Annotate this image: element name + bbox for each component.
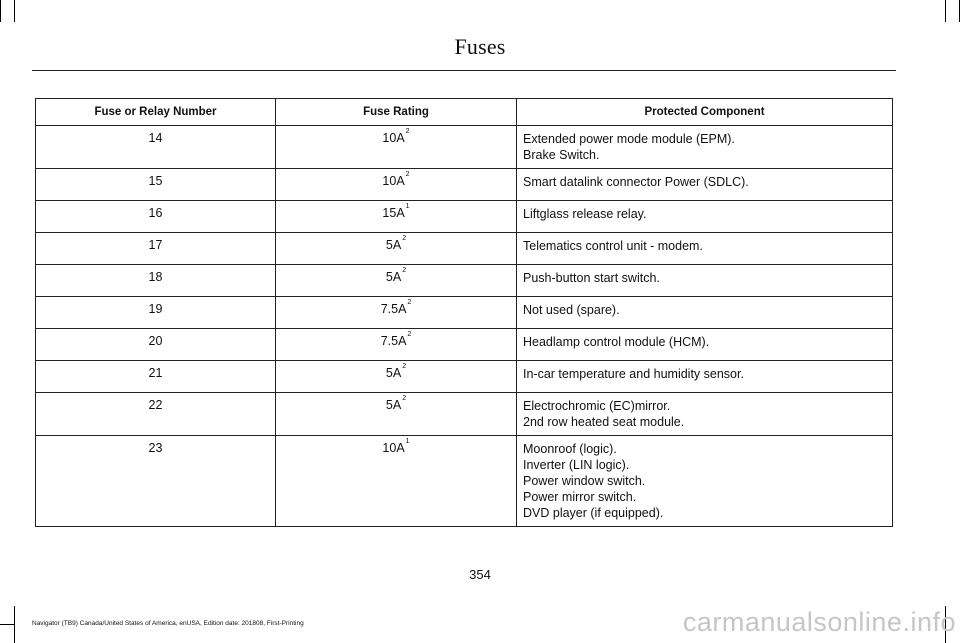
component-line: Smart datalink connector Power (SDLC). (523, 175, 749, 189)
table-row (36, 361, 893, 393)
edition-footer: Navigator (TB9) Canada/United States of America, enUSA, Edition date: 201808, First-Printing (32, 620, 304, 627)
fuse-rating-value: 7.5A (380, 302, 407, 316)
table-row (36, 265, 893, 297)
footnote-marker: 2 (402, 363, 407, 370)
fuse-rating-cell (276, 233, 517, 265)
protected-component-cell (517, 329, 893, 361)
protected-component-cell (517, 233, 893, 265)
crop-mark (14, 0, 15, 22)
fuse-rating-value: 7.5A (380, 334, 407, 348)
component-line: Extended power mode module (EPM). (523, 132, 735, 146)
component-line: Power mirror switch. (523, 490, 637, 504)
fuse-rating-value: 10A (382, 131, 405, 145)
footnote-marker: 2 (407, 331, 412, 338)
table-row (36, 297, 893, 329)
protected-component-cell (517, 436, 893, 527)
fuse-number-cell: 22 (36, 393, 276, 436)
fuse-rating-cell (276, 436, 517, 527)
fuse-number-cell: 21 (36, 361, 276, 393)
fuse-rating-value: 10A (382, 174, 405, 188)
fuse-rating-cell (276, 329, 517, 361)
protected-component-cell (517, 201, 893, 233)
crop-mark (14, 606, 15, 643)
component-line: Brake Switch. (523, 148, 600, 162)
fuse-rating-cell (276, 265, 517, 297)
component-line: Power window switch. (523, 474, 646, 488)
fuse-rating-value: 5A (385, 366, 402, 380)
fuse-rating-cell (276, 361, 517, 393)
fuse-number-cell: 15 (36, 169, 276, 201)
footnote-marker: 1 (405, 438, 410, 445)
fuse-rating-cell (276, 393, 517, 436)
protected-component-cell (517, 297, 893, 329)
protected-component-cell (517, 393, 893, 436)
fuse-rating-value: 10A (382, 441, 405, 455)
footnote-marker: 2 (405, 171, 410, 178)
protected-component-cell (517, 265, 893, 297)
table-row (36, 201, 893, 233)
watermark: carmanualsonline.info (682, 607, 956, 637)
fuse-number-cell: 23 (36, 436, 276, 527)
column-header-component: Protected Component (517, 99, 893, 126)
fuse-rating-value: 5A (385, 398, 402, 412)
table-row (36, 233, 893, 265)
fuse-rating-cell (276, 297, 517, 329)
footnote-marker: 2 (402, 267, 407, 274)
component-line: Moonroof (logic). (523, 442, 617, 456)
component-line: Not used (spare). (523, 303, 620, 317)
component-line: DVD player (if equipped). (523, 506, 664, 520)
fuse-number-cell: 17 (36, 233, 276, 265)
component-line: 2nd row heated seat module. (523, 415, 685, 429)
fuse-number-cell: 19 (36, 297, 276, 329)
footnote-marker: 2 (402, 235, 407, 242)
fuse-rating-cell (276, 169, 517, 201)
crop-mark (945, 0, 946, 22)
component-line: Headlamp control module (HCM). (523, 335, 710, 349)
component-line: Inverter (LIN logic). (523, 458, 630, 472)
component-line: Electrochromic (EC)mirror. (523, 399, 671, 413)
protected-component-cell (517, 169, 893, 201)
fuse-number-cell: 16 (36, 201, 276, 233)
component-line: Push-button start switch. (523, 271, 660, 285)
footnote-marker: 2 (402, 395, 407, 402)
footnote-marker: 2 (405, 128, 410, 135)
table-header-row (36, 99, 893, 126)
table-body (36, 126, 893, 527)
crop-mark (0, 624, 14, 625)
fuse-rating-cell (276, 126, 517, 169)
component-line: In-car temperature and humidity sensor. (523, 367, 744, 381)
fuse-number-cell: 20 (36, 329, 276, 361)
crop-mark (0, 0, 1, 22)
page-number: 354 (469, 567, 491, 582)
fuse-rating-value: 5A (385, 270, 402, 284)
fuse-table (35, 98, 893, 527)
table-row (36, 436, 893, 527)
fuse-rating-value: 15A (382, 206, 405, 220)
protected-component-cell (517, 361, 893, 393)
fuse-number-cell: 18 (36, 265, 276, 297)
component-line: Liftglass release relay. (523, 207, 647, 221)
fuse-rating-value: 5A (385, 238, 402, 252)
column-header-rating: Fuse Rating (276, 99, 517, 126)
fuse-number-cell: 14 (36, 126, 276, 169)
table-row (36, 169, 893, 201)
protected-component-cell (517, 126, 893, 169)
table-row (36, 393, 893, 436)
component-line: Telematics control unit - modem. (523, 239, 703, 253)
table-row (36, 126, 893, 169)
title-divider (32, 70, 896, 71)
fuse-rating-cell (276, 201, 517, 233)
page-title: Fuses (454, 34, 506, 59)
footnote-marker: 1 (405, 203, 410, 210)
footnote-marker: 2 (407, 299, 412, 306)
table-row (36, 329, 893, 361)
column-header-number: Fuse or Relay Number (36, 99, 276, 126)
